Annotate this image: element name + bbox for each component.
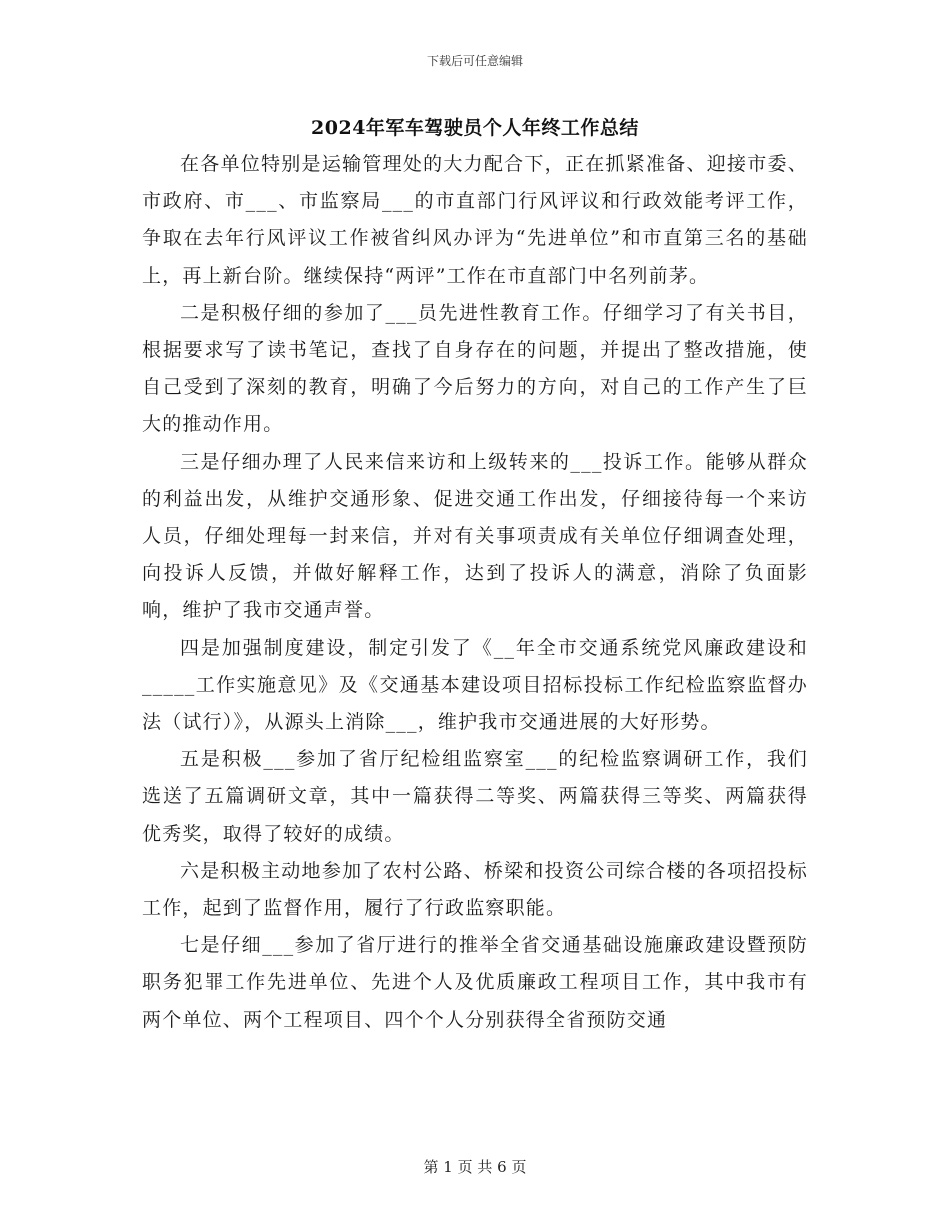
document-title: 2024年军车驾驶员个人年终工作总结 [311, 117, 639, 139]
paragraph: 七是仔细___参加了省厅进行的推举全省交通基础设施廉政建设暨预防职务犯罪工作先进单位、先进个人及优质廉政工程项目工作，其中我市有两个单位、两个工程项目、四个个人分别获得全省预防交通 [142, 934, 808, 1031]
paragraph: 三是仔细办理了人民来信来访和上级转来的___投诉工作。能够从群众的利益出发，从维护交通形象、促进交通工作出发，仔细接待每一个来访人员，仔细处理每一封来信，并对有关事项责成有关单位仔细调查处理，向投诉人反馈，并做好解释工作，达到了投诉人的满意，消除了负面影响，维护了我市交通声誉。 [142, 450, 808, 622]
paragraph: 六是积极主动地参加了农村公路、桥梁和投资公司综合楼的各项招投标工作，起到了监督作用，履行了行政监察职能。 [142, 859, 808, 920]
header-note: 下载后可任意编辑 [426, 54, 523, 68]
paragraph: 二是积极仔细的参加了___员先进性教育工作。仔细学习了有关书目，根据要求写了读书笔记，查找了自身存在的问题，并提出了整改措施，使自己受到了深刻的教育，明确了今后努力的方向，对自己的工作产生了巨大的推动作用。 [142, 301, 808, 436]
paragraph: 在各单位特别是运输管理处的大力配合下，正在抓紧准备、迎接市委、市政府、市___、市监察局___的市直部门行风评议和行政效能考评工作，争取在去年行风评议工作被省纠风办评为“先进单位”和市直第三名的基础上，再上新台阶。继续保持“两评”工作在市直部门中名列前茅。 [142, 153, 808, 287]
paragraph: 四是加强制度建设，制定引发了《__年全市交通系统党风廉政建设和_____工作实施意见》及《交通基本建设项目招标投标工作纪检监察监督办法（试行）》，从源头上消除___，维护我市交通进展的大好形势。 [142, 636, 808, 734]
document-body [142, 146, 808, 1039]
paragraph: 五是积极___参加了省厅纪检组监察室___的纪检监察调研工作，我们选送了五篇调研文章，其中一篇获得二等奖、两篇获得三等奖、两篇获得优秀奖，取得了较好的成绩。 [142, 748, 808, 845]
page-number-footer: 第 1 页 共 6 页 [423, 1158, 527, 1176]
